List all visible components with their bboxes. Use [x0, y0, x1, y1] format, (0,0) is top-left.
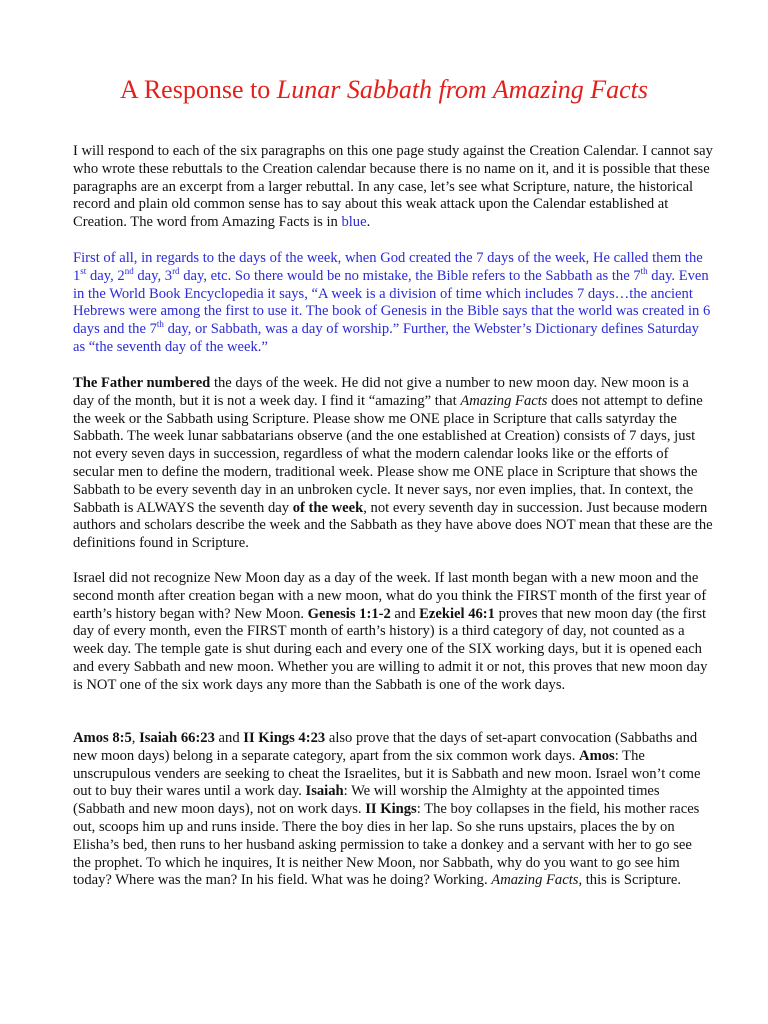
israel-and: and [390, 605, 420, 622]
father-paragraph [73, 375, 713, 553]
father-text-1: the days of the week. He did not give a number to new moon day. New moon is a day of the month, but it is not a week day. I find it “amazing” that [73, 375, 689, 409]
page-title [0, 73, 768, 107]
intro-end: . [366, 214, 371, 231]
israel-text-1: Israel did not recognize New Moon day as a day of the week. If last month began with a new moon and the second month after creation began with a new moon, what do you think the FIRST month of the first year of earth’s history began with? New Moon. [73, 570, 707, 622]
amos-label-isaiah: Isaiah [305, 783, 344, 800]
israel-ref-genesis: Genesis 1:1-2 [307, 605, 391, 622]
israel-ref-ezekiel: Ezekiel 46:1 [419, 605, 495, 622]
quote-text-3: day, 3 [133, 267, 173, 284]
amos-ref-isaiah: Isaiah 66:23 [139, 730, 215, 746]
amos-text-5: , this is Scripture. [578, 872, 681, 889]
quote-sup-2: nd [124, 265, 134, 276]
quote-text-2: day, 2 [86, 267, 125, 284]
amos-paragraph [73, 730, 713, 890]
quote-sup-4: th [640, 265, 648, 276]
amos-ref-kings: II Kings 4:23 [243, 730, 326, 746]
amos-text-4: : The boy collapses in the field, his mother races out, scoops him up and runs inside. There the boy dies in her lap. So she runs upstairs, places the by on Elisha’s bed, then runs to her husband asking permission to take a donkey and a servant with her to go see the prophet. To which he inquires, It is neither New Moon, nor Sabbath, why do you want to go see him today? Where was the man? In his field. What was he doing? Working. [73, 801, 700, 889]
israel-text-2: proves that new moon day (the first day of every month, even the FIRST month of earth’s history) is a third category of day, not counted as a week day. The temple gate is shut during each and every one of the SIX working days, but it is opened each and every Sabbath and new moon. Whether you are willing to admit it or not, this proves that new moon day is NOT one of the six work days any more than the Sabbath is one of the work days. [73, 605, 708, 693]
amos-label-amos: Amos [579, 747, 615, 764]
quote-text-4: day, etc. So there would be no mistake, the Bible refers to the Sabbath as the 7 [179, 267, 641, 284]
father-bold-2: of the week [292, 499, 364, 516]
intro-paragraph [73, 143, 713, 232]
quote-text-5: day. Even in the World Book Encyclopedia it says, “A week is a division of time which includes 7 days…the ancient Hebrews were among the first to use it. The book of Genesis in the Bible says that the world was created in 6 days and the 7 [73, 267, 711, 338]
father-bold-lead: The Father numbered [73, 375, 211, 391]
amos-sep-2: and [214, 730, 244, 746]
quote-text-6: day, or Sabbath, was a day of worship.” Further, the Webster’s Dictionary defines Saturday as “the seventh day of the week.” [73, 321, 699, 355]
title-plain: A Response to [120, 75, 277, 104]
quote-text-1: First of all, in regards to the days of the week, when God created the 7 days of the week, He called them the 1 [73, 250, 703, 284]
amos-italic: Amazing Facts [491, 872, 579, 889]
father-text-3: , not every seventh day in succession. Just because modern authors and scholars describe the week and the Sabbath as they have above does NOT mean that these are the definitions found in Scripture. [73, 499, 713, 552]
quote-sup-3: rd [172, 265, 180, 276]
father-text-2: does not attempt to define the week or the Sabbath using Scripture. Please show me ONE place in Scripture that calls satyrday the Sabbath. The week lunar sabbatarians observe (and the one established at Creation) consists of 7 days, just not every seven days in succession, regardless of what the modern calendar looks like or the efforts of secular men to define the modern, traditional week. Please show me ONE place in Scripture that shows the Sabbath to be every seventh day in an unbroken cycle. It never says, nor even implies, that. In context, the Sabbath is ALWAYS the seventh day [73, 392, 703, 516]
intro-text: I will respond to each of the six paragraphs on this one page study against the Creation Calendar. I cannot say who wrote these rebuttals to the Creation calendar because there is no name on it, and it is possible that these paragraphs are an excerpt from a larger rebuttal. In any case, let’s see what Scripture, nature, the historical record and plain old common sense has to say about this weak attack upon the Calendar established at Creation. The word from Amazing Facts is in [73, 143, 713, 231]
intro-blue-word: blue [341, 214, 367, 231]
amos-sep-1: , [131, 730, 140, 746]
amos-text-3: : We will worship the Almighty at the appointed times (Sabbath and new moon days), not on work days. [73, 783, 660, 818]
amos-label-kings: II Kings [365, 801, 417, 818]
amos-text-1: also prove that the days of set-apart convocation (Sabbaths and new moon days) belong in a separate category, apart from the six common work days. [73, 730, 698, 764]
quote-sup-1: st [80, 265, 87, 276]
amos-text-2: : The unscrupulous venders are seeking to cheat the Israelites, but it is Sabbath and new moon. Israel won’t come out to buy their wares until a work day. [73, 747, 701, 800]
amos-ref-amos: Amos 8:5 [73, 730, 132, 746]
quote-paragraph [73, 250, 713, 357]
title-italic: Lunar Sabbath from Amazing Facts [276, 75, 648, 104]
quote-sup-5: th [156, 319, 164, 330]
israel-paragraph [73, 570, 713, 695]
father-italic: Amazing Facts [460, 392, 548, 409]
